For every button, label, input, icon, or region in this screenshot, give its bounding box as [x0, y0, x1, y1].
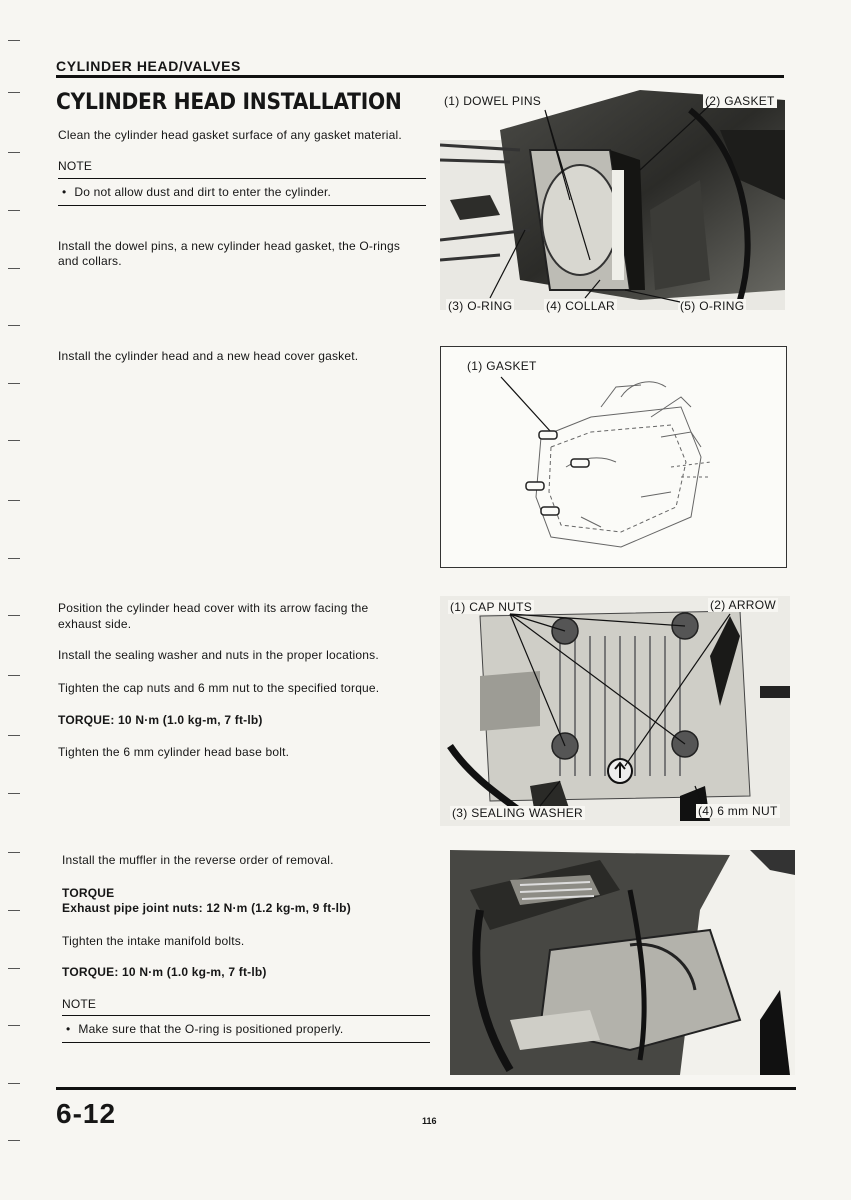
step5-intake: Tighten the intake manifold bolts. [62, 934, 245, 948]
step5-muffler: Install the muffler in the reverse order of removal. [62, 853, 334, 867]
label-sealing-washer: (3) SEALING WASHER [452, 806, 583, 820]
page-title: CYLINDER HEAD INSTALLATION [56, 90, 402, 115]
step5-exhaust: Exhaust pipe joint nuts: 12 N·m (1.2 kg-m, 9 ft-lb) [62, 901, 351, 915]
step1-text: Clean the cylinder head gasket surface of any gasket material. [58, 128, 402, 142]
label-o-ring-5: (5) O-RING [680, 299, 745, 313]
label-cap-nuts: (1) CAP NUTS [450, 600, 533, 614]
step5-note-item: • Make sure that the O-ring is positioned properly. [66, 1022, 343, 1037]
footer-rule [56, 1087, 796, 1090]
step4-washer: Install the sealing washer and nuts in the proper locations. [58, 648, 379, 662]
figure-head-cover-gasket [440, 346, 787, 568]
step5-torque-label: TORQUE [62, 886, 115, 900]
label-gasket: (2) GASKET [705, 94, 775, 108]
cylinder-photo [440, 90, 785, 320]
step4-torque: TORQUE: 10 N·m (1.0 kg-m, 7 ft-lb) [58, 713, 263, 727]
section-header: CYLINDER HEAD/VALVES [56, 58, 241, 74]
label-gasket-fig2: (1) GASKET [467, 359, 537, 373]
step4-line2: exhaust side. [58, 617, 132, 631]
step2-line2: and collars. [58, 254, 122, 268]
figure-dowel-pins [440, 90, 785, 320]
step5-torque2: TORQUE: 10 N·m (1.0 kg-m, 7 ft-lb) [62, 965, 267, 979]
step4-base-bolt: Tighten the 6 mm cylinder head base bolt. [58, 745, 290, 759]
label-dowel-pins: (1) DOWEL PINS [444, 94, 542, 108]
muffler-photo [450, 850, 795, 1075]
step1-note-label: NOTE [58, 159, 93, 173]
step3-text: Install the cylinder head and a new head cover gasket. [58, 349, 359, 363]
head-cover-photo [440, 596, 790, 826]
note-rule-bottom [58, 205, 426, 206]
header-rule [56, 75, 784, 78]
page-number: 6-12 [56, 1098, 117, 1129]
gasket-drawing [441, 347, 786, 567]
step1-note-item: • Do not allow dust and dirt to enter the cylinder. [62, 185, 331, 200]
step4-tighten: Tighten the cap nuts and 6 mm nut to the specified torque. [58, 681, 380, 695]
label-arrow: (2) ARROW [710, 598, 777, 612]
label-6mm-nut: (4) 6 mm NUT [698, 804, 778, 818]
note2-rule-bottom [62, 1042, 430, 1043]
figure-cap-nuts [440, 596, 790, 826]
label-o-ring-3: (3) O-RING [448, 299, 513, 313]
figure-muffler [450, 850, 795, 1075]
folio-number: 116 [422, 1116, 437, 1126]
step5-note-label: NOTE [62, 997, 97, 1011]
step2-line1: Install the dowel pins, a new cylinder head gasket, the O-rings [58, 239, 401, 253]
step4-line1: Position the cylinder head cover with its arrow facing the [58, 601, 369, 615]
note-rule-top [58, 178, 426, 179]
note2-rule-top [62, 1015, 430, 1016]
label-collar: (4) COLLAR [546, 299, 616, 313]
